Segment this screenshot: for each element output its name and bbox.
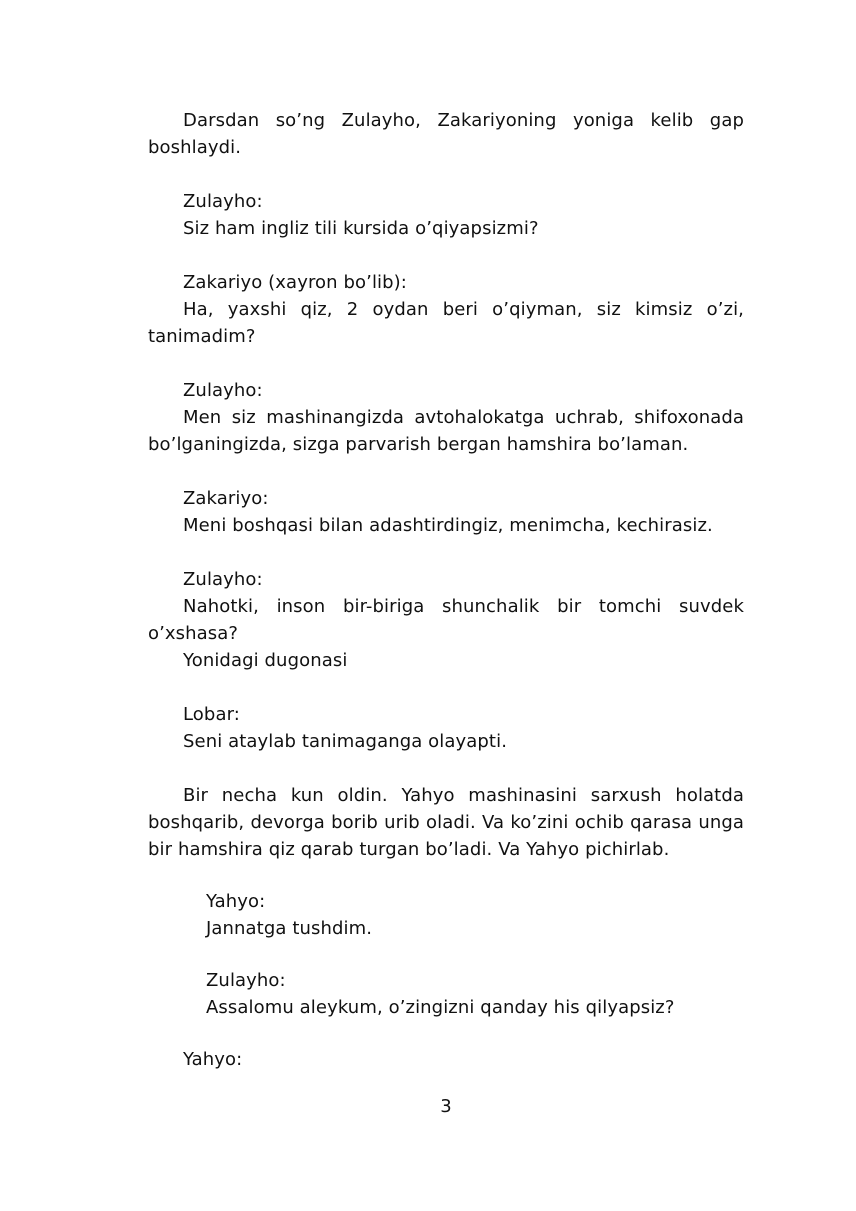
speaker-label: Zakariyo (xayron bo’lib): [183,272,407,293]
dialogue-line: Meni boshqasi bilan adashtirdingiz, menimcha, kechirasiz. [183,515,713,536]
narration-paragraph: Darsdan so’ng Zulayho, Zakariyoning yoniga kelib gap boshlaydi. [148,110,744,158]
speaker-label: Yahyo: [183,1049,243,1070]
stage-note: Yonidagi dugonasi [183,650,348,671]
speaker-label: Zulayho: [183,380,263,401]
dialogue-line: Nahotki, inson bir-biriga shunchalik bir tomchi suvdek o’xshasa? [148,596,744,644]
document-body [148,107,744,1073]
dialogue-line: Assalomu aleykum, o’zingizni qanday his qilyapsiz? [206,997,675,1018]
dialogue-line: Men siz mashinangizda avtohalokatga uchrab, shifoxonada bo’lganingizda, sizga parvarish bergan hamshira bo’laman. [148,407,744,455]
speaker-label: Lobar: [183,704,240,725]
dialogue-line: Ha, yaxshi qiz, 2 oydan beri o’qiyman, siz kimsiz o’zi, tanimadim? [148,299,744,347]
page-number: 3 [440,1096,452,1117]
dialogue-line: Jannatga tushdim. [206,918,373,939]
dialogue-line: Siz ham ingliz tili kursida o’qiyapsizmi? [183,218,539,239]
narration-paragraph: Bir necha kun oldin. Yahyo mashinasini sarxush holatda boshqarib, devorga borib urib oladi. Va ko’zini ochib qarasa unga bir hamshira qiz qarab turgan bo’ladi. Va Yahyo pichirlab. [148,785,744,860]
speaker-label: Zulayho: [183,569,263,590]
speaker-label: Yahyo: [206,891,266,912]
speaker-label: Zakariyo: [183,488,269,509]
dialogue-line: Seni ataylab tanimaganga olayapti. [183,731,508,752]
speaker-label: Zulayho: [183,191,263,212]
speaker-label: Zulayho: [206,970,286,991]
